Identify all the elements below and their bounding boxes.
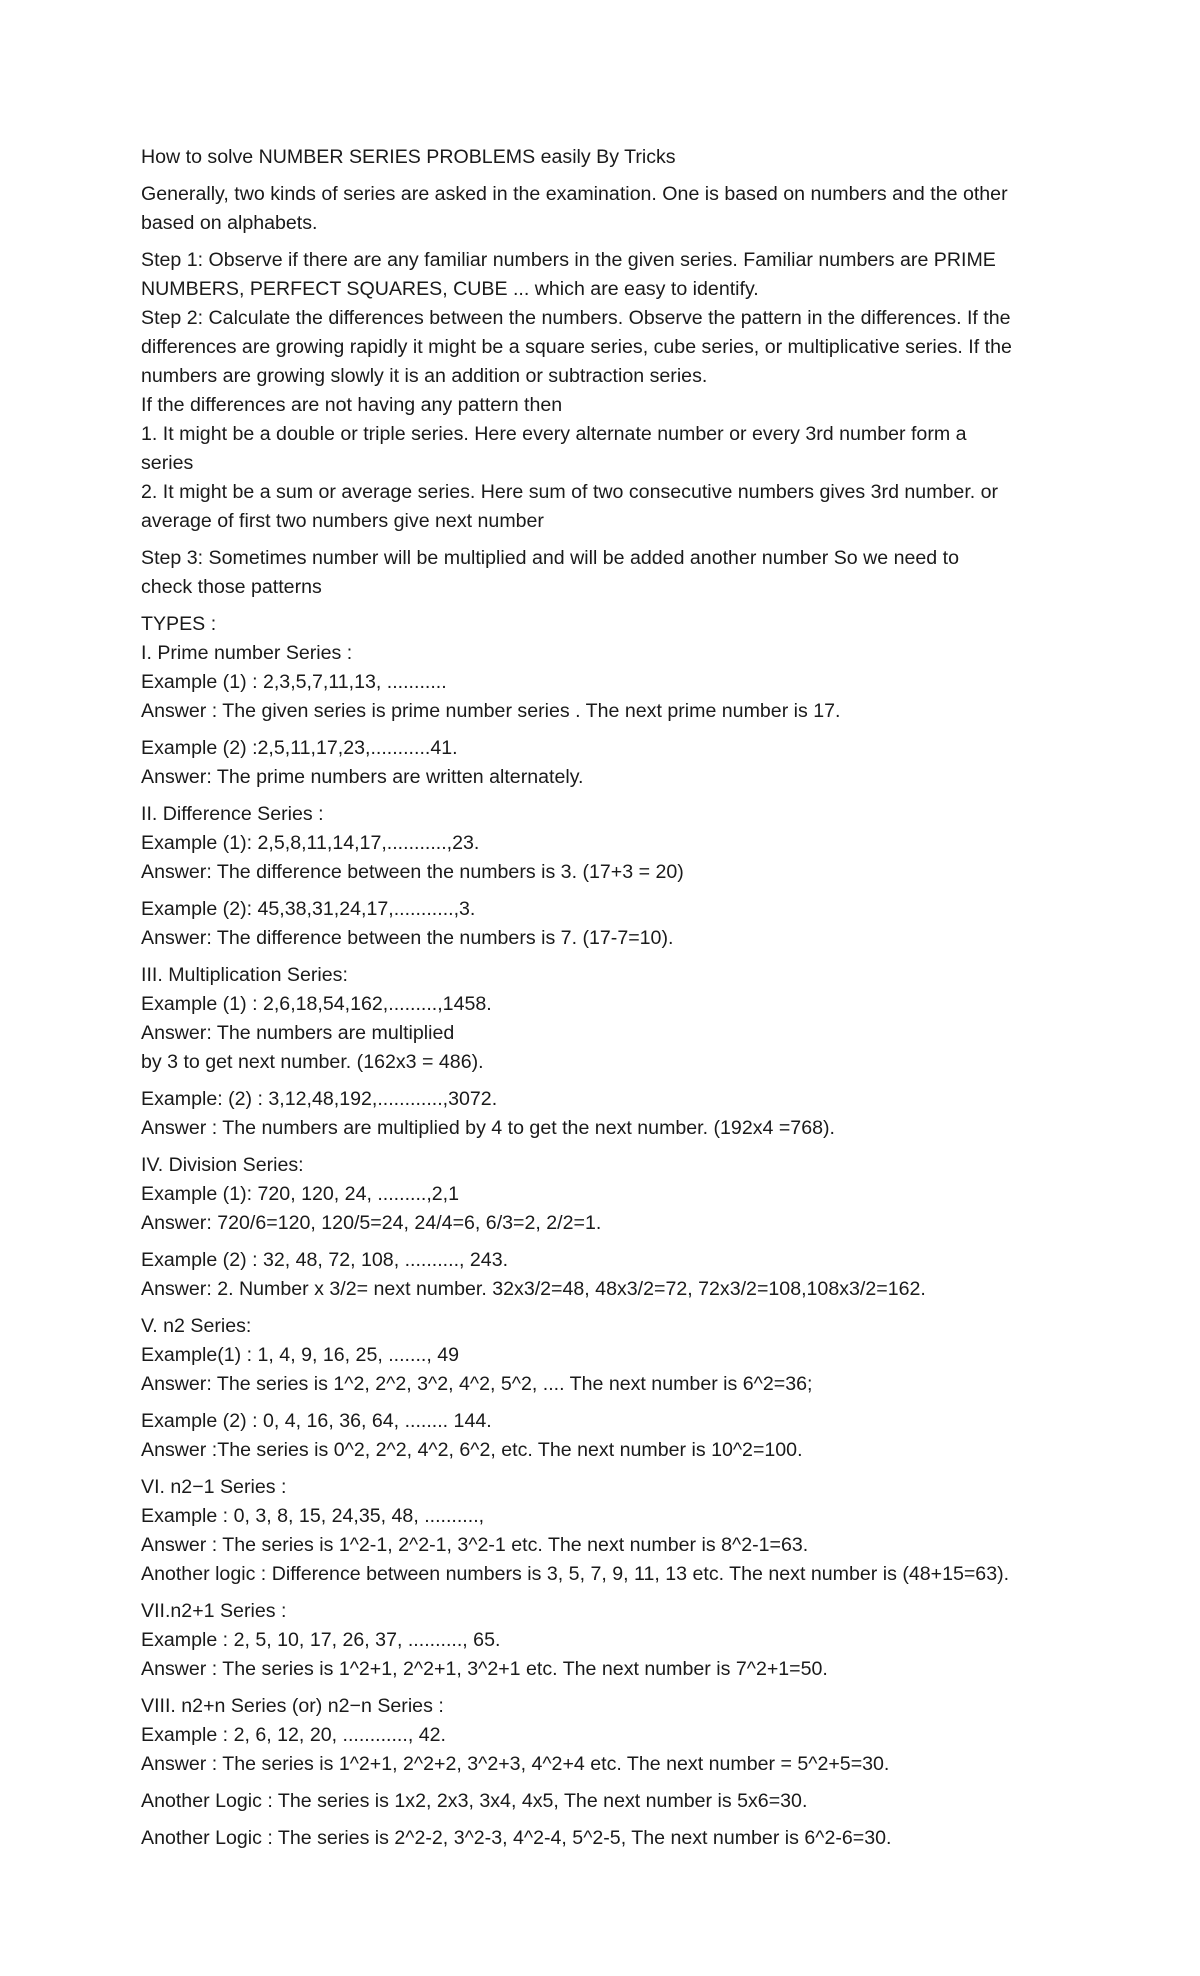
text-line: Answer: The prime numbers are written alternately. — [141, 766, 584, 788]
text-line: Example : 0, 3, 8, 15, 24,35, 48, .........., — [141, 1505, 485, 1527]
paragraph — [141, 544, 1071, 602]
text-line: Answer: The difference between the numbers is 7. (17-7=10). — [141, 927, 674, 949]
paragraph — [141, 180, 1071, 238]
paragraph — [141, 1085, 1071, 1143]
text-line: average of first two numbers give next number — [141, 510, 544, 532]
text-line: Example (1): 720, 120, 24, .........,2,1 — [141, 1183, 460, 1205]
text-line: Answer: The difference between the numbers is 3. (17+3 = 20) — [141, 861, 684, 883]
text-line: Example (2) : 0, 4, 16, 36, 64, ........ 144. — [141, 1410, 492, 1432]
text-line: 2. It might be a sum or average series. Here sum of two consecutive numbers gives 3rd number. or — [141, 481, 999, 503]
text-line: 1. It might be a double or triple series. Here every alternate number or every 3rd number form a — [141, 423, 967, 445]
text-line: Example (1) : 2,6,18,54,162,.........,1458. — [141, 993, 492, 1015]
paragraph — [141, 1151, 1071, 1238]
text-line: Example (1) : 2,3,5,7,11,13, ........... — [141, 671, 447, 693]
text-line: Answer: The series is 1^2, 2^2, 3^2, 4^2, 5^2, .... The next number is 6^2=36; — [141, 1373, 813, 1395]
document-page — [141, 143, 1071, 1861]
title-text: How to solve NUMBER SERIES PROBLEMS easily By Tricks — [141, 146, 676, 168]
text-line: Another logic : Difference between numbers is 3, 5, 7, 9, 11, 13 etc. The next number is (48+15=63). — [141, 1563, 1010, 1585]
text-line: Example : 2, 6, 12, 20, ............, 42. — [141, 1724, 446, 1746]
paragraph — [141, 1473, 1071, 1589]
text-line: VII.n2+1 Series : — [141, 1600, 287, 1622]
text-line: Answer : The numbers are multiplied by 4 to get the next number. (192x4 =768). — [141, 1117, 835, 1139]
text-line: differences are growing rapidly it might be a square series, cube series, or multiplicative series. If the — [141, 336, 1012, 358]
text-line: Another Logic : The series is 2^2-2, 3^2-3, 4^2-4, 5^2-5, The next number is 6^2-6=30. — [141, 1827, 892, 1849]
text-line: Example: (2) : 3,12,48,192,............,3072. — [141, 1088, 498, 1110]
paragraph — [141, 1787, 1071, 1816]
text-line: Example (2) : 32, 48, 72, 108, .........., 243. — [141, 1249, 509, 1271]
text-line: Example(1) : 1, 4, 9, 16, 25, ......., 49 — [141, 1344, 460, 1366]
text-line: Step 2: Calculate the differences between the numbers. Observe the pattern in the differences. If the — [141, 307, 1011, 329]
text-line: Example (2): 45,38,31,24,17,...........,3. — [141, 898, 476, 920]
document-body — [141, 180, 1071, 1853]
paragraph — [141, 246, 1071, 536]
text-line: I. Prime number Series : — [141, 642, 353, 664]
text-line: III. Multiplication Series: — [141, 964, 348, 986]
paragraph — [141, 1407, 1071, 1465]
text-line: Example (1): 2,5,8,11,14,17,...........,23. — [141, 832, 480, 854]
text-line: Example : 2, 5, 10, 17, 26, 37, .........., 65. — [141, 1629, 501, 1651]
document-title — [141, 143, 1071, 172]
text-line: Answer :The series is 0^2, 2^2, 4^2, 6^2, etc. The next number is 10^2=100. — [141, 1439, 803, 1461]
text-line: based on alphabets. — [141, 212, 318, 234]
text-line: IV. Division Series: — [141, 1154, 304, 1176]
paragraph — [141, 1597, 1071, 1684]
text-line: series — [141, 452, 194, 474]
text-line: TYPES : — [141, 613, 217, 635]
text-line: by 3 to get next number. (162x3 = 486). — [141, 1051, 484, 1073]
paragraph — [141, 961, 1071, 1077]
text-line: Answer: 2. Number x 3/2= next number. 32x3/2=48, 48x3/2=72, 72x3/2=108,108x3/2=162. — [141, 1278, 926, 1300]
text-line: Example (2) :2,5,11,17,23,...........41. — [141, 737, 458, 759]
text-line: NUMBERS, PERFECT SQUARES, CUBE ... which are easy to identify. — [141, 278, 759, 300]
text-line: Answer : The series is 1^2+1, 2^2+1, 3^2+1 etc. The next number is 7^2+1=50. — [141, 1658, 828, 1680]
paragraph — [141, 1692, 1071, 1779]
paragraph — [141, 895, 1071, 953]
text-line: Step 3: Sometimes number will be multiplied and will be added another number So we need to — [141, 547, 959, 569]
text-line: II. Difference Series : — [141, 803, 324, 825]
text-line: VIII. n2+n Series (or) n2−n Series : — [141, 1695, 444, 1717]
text-line: check those patterns — [141, 576, 322, 598]
paragraph — [141, 1824, 1071, 1853]
text-line: VI. n2−1 Series : — [141, 1476, 287, 1498]
text-line: Another Logic : The series is 1x2, 2x3, 3x4, 4x5, The next number is 5x6=30. — [141, 1790, 808, 1812]
text-line: Answer : The series is 1^2-1, 2^2-1, 3^2-1 etc. The next number is 8^2-1=63. — [141, 1534, 809, 1556]
text-line: Generally, two kinds of series are asked in the examination. One is based on numbers and the other — [141, 183, 1008, 205]
text-line: Answer : The given series is prime number series . The next prime number is 17. — [141, 700, 841, 722]
paragraph — [141, 1246, 1071, 1304]
paragraph — [141, 1312, 1071, 1399]
text-line: Answer : The series is 1^2+1, 2^2+2, 3^2+3, 4^2+4 etc. The next number = 5^2+5=30. — [141, 1753, 890, 1775]
text-line: numbers are growing slowly it is an addition or subtraction series. — [141, 365, 708, 387]
text-line: V. n2 Series: — [141, 1315, 252, 1337]
paragraph — [141, 800, 1071, 887]
paragraph — [141, 734, 1071, 792]
text-line: Answer: The numbers are multiplied — [141, 1022, 455, 1044]
text-line: Step 1: Observe if there are any familiar numbers in the given series. Familiar numbers are PRIME — [141, 249, 996, 271]
text-line: If the differences are not having any pattern then — [141, 394, 563, 416]
paragraph — [141, 610, 1071, 726]
text-line: Answer: 720/6=120, 120/5=24, 24/4=6, 6/3=2, 2/2=1. — [141, 1212, 602, 1234]
